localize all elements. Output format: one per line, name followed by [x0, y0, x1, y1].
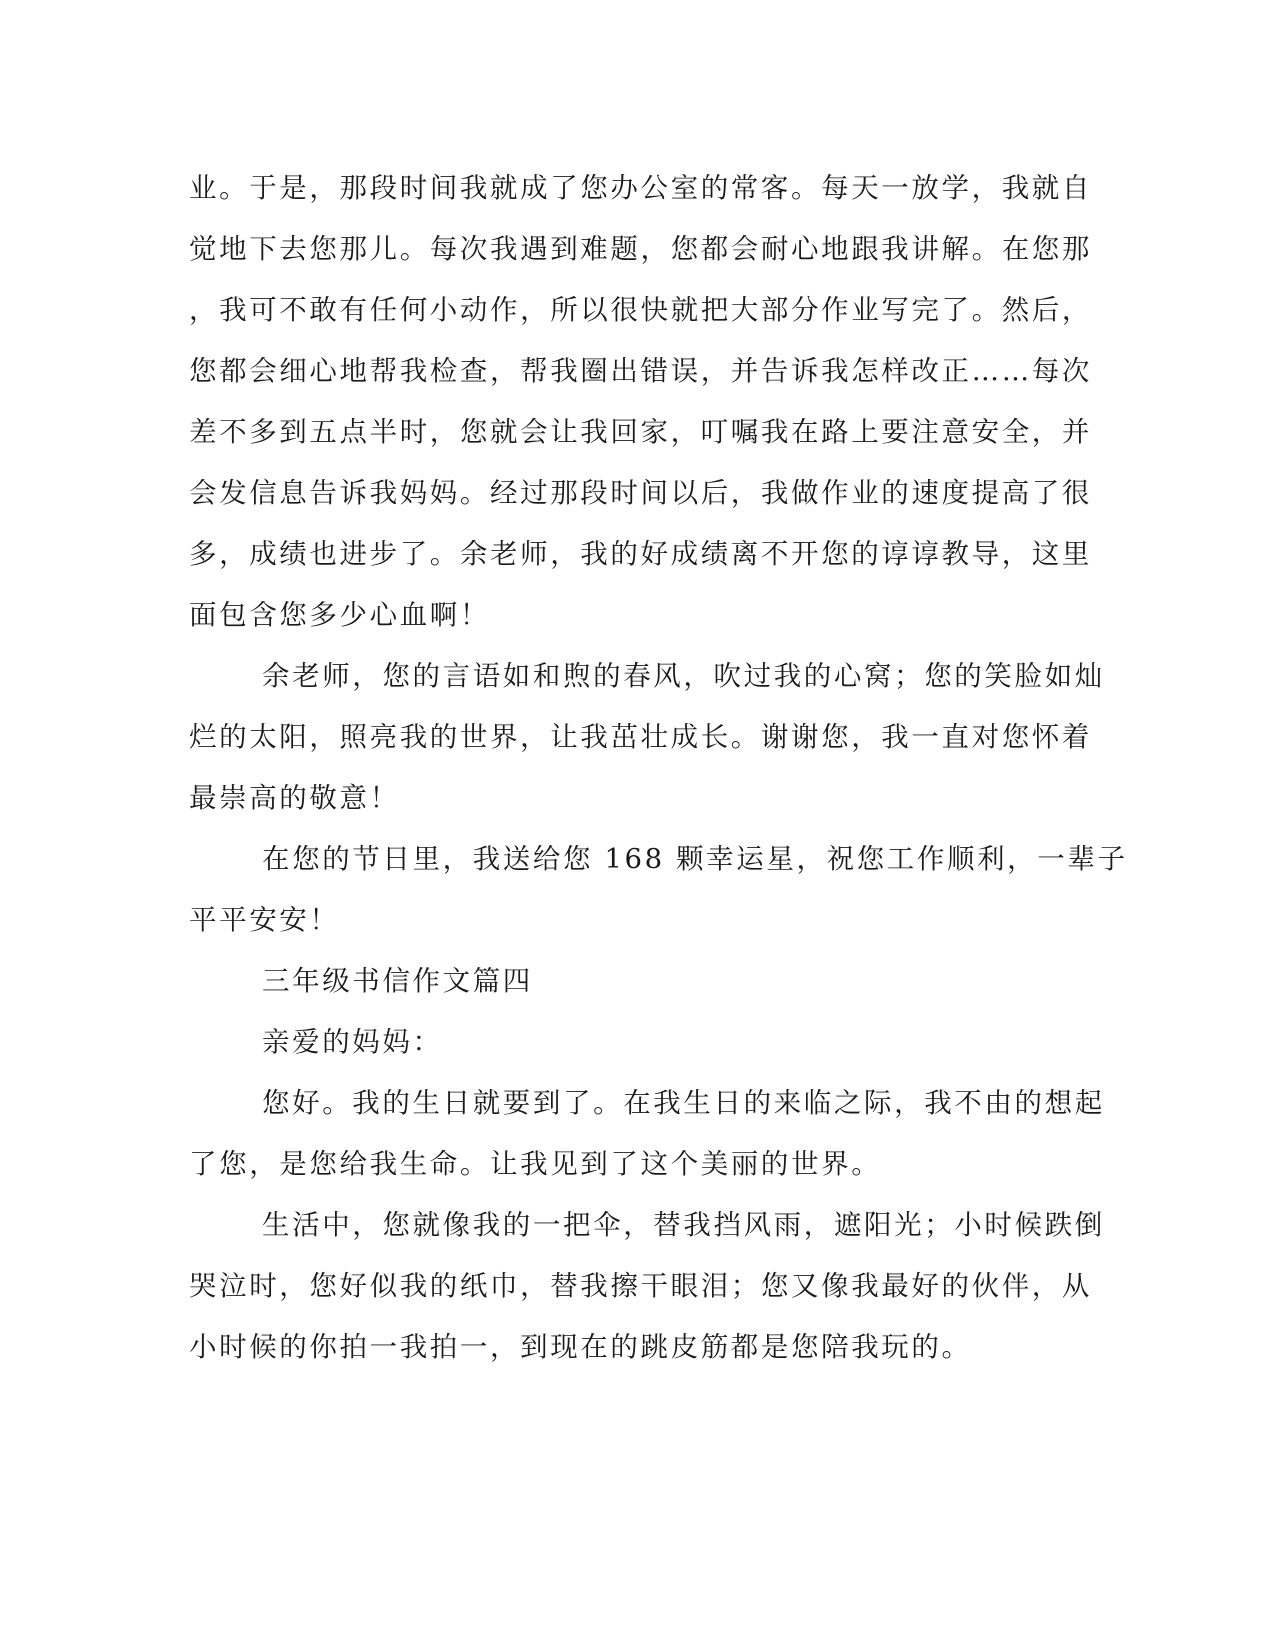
paragraph-first-line: 余老师，您的言语如和煦的春风，吹过我的心窝；您的笑脸如灿: [262, 660, 1105, 692]
paragraph-first-line: 您好。我的生日就要到了。在我生日的来临之际，我不由的想起: [262, 1087, 1105, 1119]
document-body: [189, 158, 1128, 1378]
text-line: 小时候的你拍一我拍一，到现在的跳皮筋都是您陪我玩的。: [189, 1331, 972, 1363]
text-line: 最崇高的敬意！: [189, 782, 400, 814]
text-line: 觉地下去您那儿。每次我遇到难题，您都会耐心地跟我讲解。在您那: [189, 233, 1092, 265]
letter-salutation: 亲爱的妈妈：: [262, 1026, 443, 1058]
section-heading: 三年级书信作文篇四: [262, 965, 533, 997]
text-line: 烂的太阳，照亮我的世界，让我茁壮成长。谢谢您，我一直对您怀着: [189, 721, 1092, 753]
text-line: 平平安安！: [189, 904, 340, 936]
paragraph-first-line: 生活中，您就像我的一把伞，替我挡风雨，遮阳光；小时候跌倒: [262, 1209, 1105, 1241]
text-line: 您都会细心地帮我检查，帮我圈出错误，并告诉我怎样改正……每次: [189, 355, 1092, 387]
text-line: 面包含您多少心血啊！: [189, 599, 490, 631]
text-line: 了您，是您给我生命。让我见到了这个美丽的世界。: [189, 1148, 882, 1180]
text-line: 差不多到五点半时，您就会让我回家，叮嘱我在路上要注意安全，并: [189, 416, 1092, 448]
text-line: 哭泣时，您好似我的纸巾，替我擦干眼泪；您又像我最好的伙伴，从: [189, 1270, 1092, 1302]
paragraph-first-line: 在您的节日里，我送给您 168 颗幸运星，祝您工作顺利，一辈子: [262, 843, 1128, 875]
text-line: 业。于是，那段时间我就成了您办公室的常客。每天一放学，我就自: [189, 172, 1092, 204]
text-line: ，我可不敢有任何小动作，所以很快就把大部分作业写完了。然后，: [189, 294, 1092, 326]
text-line: 多，成绩也进步了。余老师，我的好成绩离不开您的谆谆教导，这里: [189, 538, 1092, 570]
text-line: 会发信息告诉我妈妈。经过那段时间以后，我做作业的速度提高了很: [189, 477, 1092, 509]
